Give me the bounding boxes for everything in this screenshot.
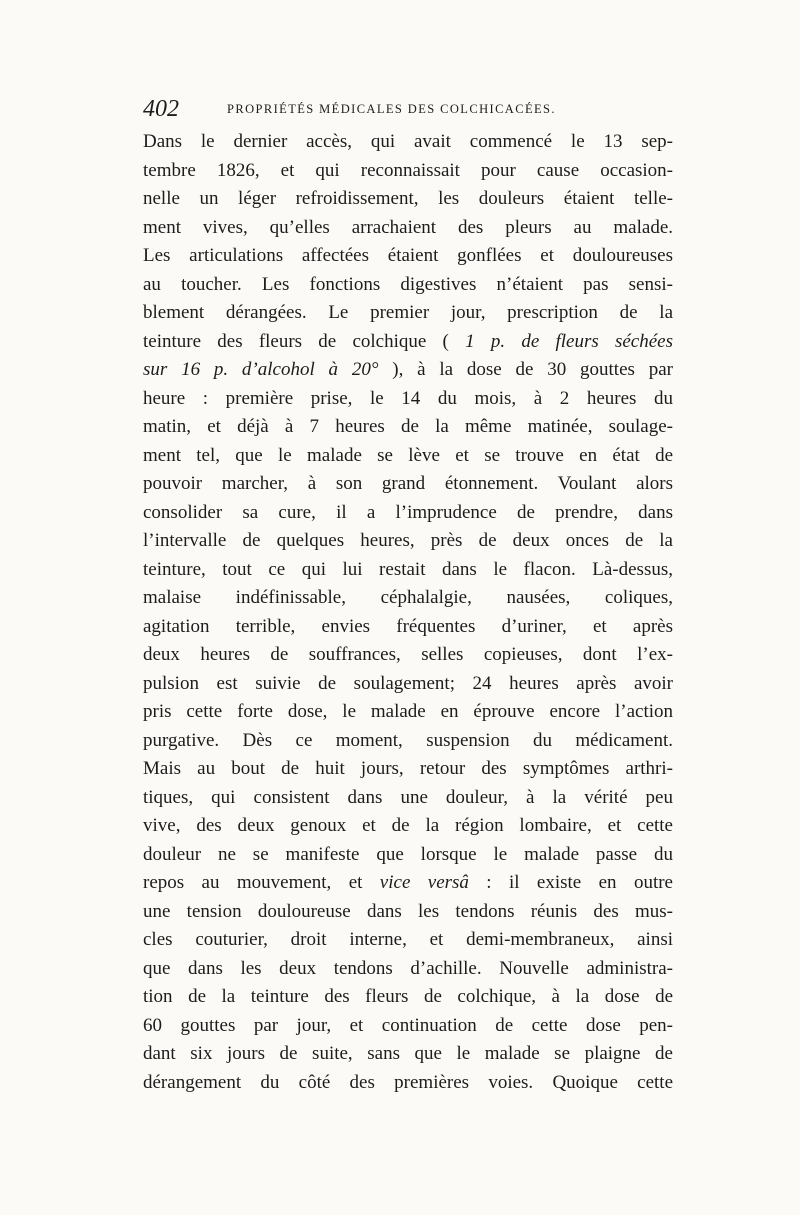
text-line [143,1040,673,1069]
text-segment: pris cette forte dose, le malade en éprouve encore l’action [143,701,673,722]
text-line [143,841,673,870]
page-header [143,96,673,126]
text-line [143,926,673,955]
text-line [143,271,673,300]
text-segment: ), à la dose de 30 gouttes par [378,359,673,380]
text-segment: une tension douloureuse dans les tendons réunis des mus- [143,900,673,922]
text-segment: tiques, qui consistent dans une douleur, à la vérité peu [143,786,673,808]
text-line [143,1069,673,1098]
text-segment: que dans les deux tendons d’achille. Nouvelle administra- [143,957,673,979]
text-line [143,470,673,499]
text-line [143,527,673,556]
text-line [143,128,673,157]
text-segment: pulsion est suivie de soulagement; 24 heures après avoir [143,672,673,694]
text-segment: deux heures de souffrances, selles copieuses, dont l’ex- [143,644,673,665]
text-segment: dérangement du côté des premières voies. Quoique cette [143,1071,673,1093]
text-segment: Les articulations affectées étaient gonflées et douloureuses [143,245,673,266]
text-segment: consolider sa cure, il a l’imprudence de prendre, dans [143,501,673,523]
text-segment: repos au mouvement, et [143,872,380,893]
text-line [143,328,673,357]
text-line [143,1012,673,1041]
italic-text: 1 p. de fleurs séchées [465,330,674,352]
text-line [143,869,673,898]
text-line [143,955,673,984]
text-segment: tembre 1826, et qui reconnaissait pour cause occasion- [143,159,673,181]
text-segment: : il existe en outre [468,872,673,893]
text-segment: vive, des deux genoux et de la région lombaire, et cette [143,815,673,836]
italic-text: sur 16 p. d’alcohol à 20° [143,359,379,380]
text-line [143,641,673,670]
text-line [143,898,673,927]
text-line [143,784,673,813]
text-segment: agitation terrible, envies fréquentes d’uriner, et après [143,615,673,637]
text-segment: blement dérangées. Le premier jour, prescription de la [143,302,673,323]
text-line [143,185,673,214]
text-line [143,299,673,328]
text-segment: purgative. Dès ce moment, suspension du médicament. [143,729,673,751]
text-line [143,812,673,841]
text-segment: heure : première prise, le 14 du mois, à 2 heures du [143,387,673,409]
text-segment: 60 gouttes par jour, et continuation de cette dose pen- [143,1014,673,1036]
page-number: 402 [143,96,179,122]
text-line [143,442,673,471]
text-line [143,385,673,414]
text-line [143,413,673,442]
text-line [143,755,673,784]
text-line [143,157,673,186]
text-line [143,214,673,243]
text-segment: dant six jours de suite, sans que le malade se plaigne de [143,1043,673,1064]
running-title: PROPRIÉTÉS MÉDICALES DES COLCHICACÉES. [227,102,556,116]
text-segment: douleur ne se manifeste que lorsque le malade passe du [143,843,673,865]
text-line [143,242,673,271]
text-segment: tion de la teinture des fleurs de colchique, à la dose de [143,986,673,1007]
text-line [143,499,673,528]
text-segment: matin, et déjà à 7 heures de la même matinée, soulage- [143,416,673,437]
text-segment: au toucher. Les fonctions digestives n’étaient pas sensi- [143,273,673,295]
text-segment: Mais au bout de huit jours, retour des symptômes arthri- [143,758,673,779]
text-segment: pouvoir marcher, à son grand étonnement. Voulant alors [143,473,673,494]
text-segment: teinture, tout ce qui lui restait dans le flacon. Là-dessus, [143,558,673,580]
text-segment: Dans le dernier accès, qui avait commencé le 13 sep- [143,131,673,152]
text-line [143,356,673,385]
text-line [143,670,673,699]
text-segment: teinture des fleurs de colchique ( [143,330,466,352]
text-segment: malaise indéfinissable, céphalalgie, nausées, coliques, [143,587,673,608]
text-line [143,727,673,756]
text-segment: nelle un léger refroidissement, les douleurs étaient telle- [143,188,673,209]
text-line [143,556,673,585]
text-segment: ment tel, que le malade se lève et se trouve en état de [143,444,673,466]
text-segment: l’intervalle de quelques heures, près de deux onces de la [143,530,673,551]
body-text [143,128,673,1097]
text-line [143,983,673,1012]
italic-text: vice versâ [379,872,469,893]
text-line [143,584,673,613]
text-segment: cles couturier, droit interne, et demi-membraneux, ainsi [143,929,673,950]
text-line [143,613,673,642]
text-line [143,698,673,727]
text-segment: ment vives, qu’elles arrachaient des pleurs au malade. [143,216,673,238]
